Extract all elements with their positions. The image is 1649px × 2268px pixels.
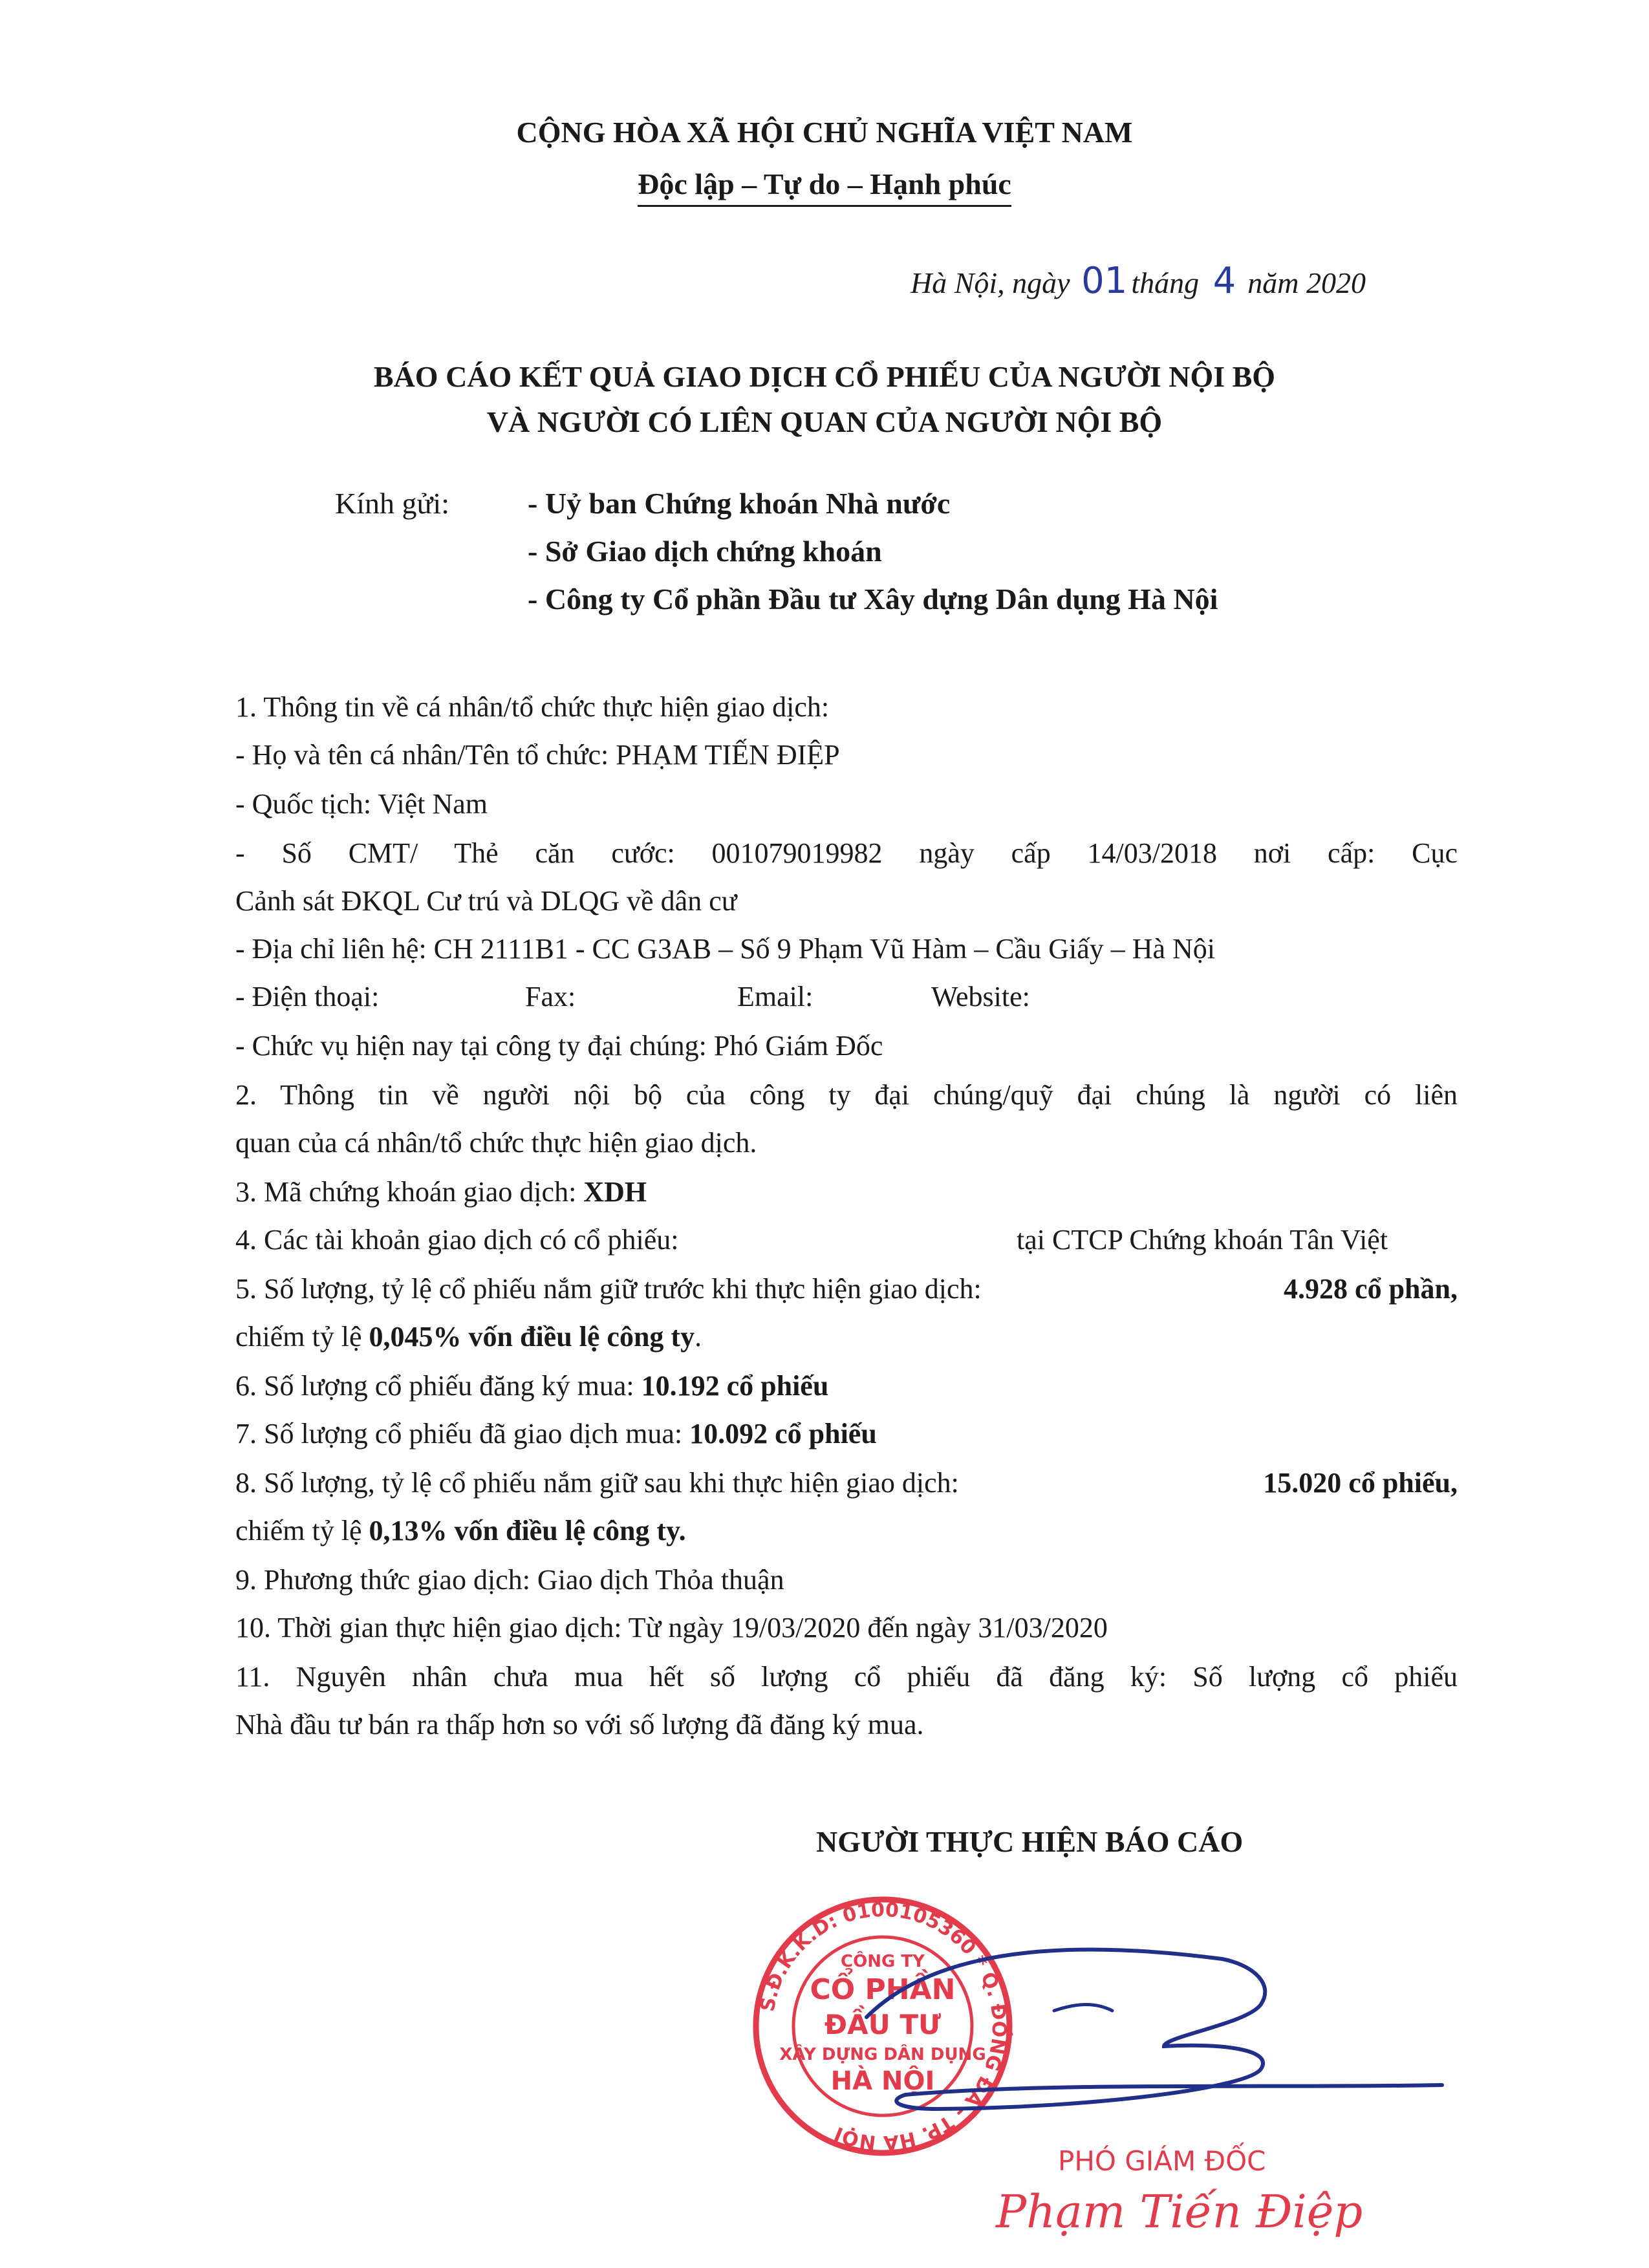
item2-line1: 2. Thông tin về người nội bộ của công ty đại chúng/quỹ đại chúng là người có liên — [235, 1079, 1458, 1111]
item8-line2-label: chiếm tỷ lệ — [235, 1515, 369, 1546]
id-line1: - Số CMT/ Thẻ căn cước: 001079019982 ngày cấp 14/03/2018 nơi cấp: Cục — [235, 837, 1458, 869]
seal-line3: ĐẦU TƯ — [824, 2009, 942, 2040]
signature-heading: NGƯỜI THỰC HIỆN BÁO CÁO — [816, 1825, 1244, 1858]
item5-line2-label: chiếm tỷ lệ — [235, 1321, 369, 1353]
item5-line2-value: 0,045% vốn điều lệ công ty — [369, 1321, 695, 1353]
date-line — [911, 260, 1366, 302]
section1-heading: 1. Thông tin về cá nhân/tổ chức thực hiện giao dịch: — [235, 691, 830, 723]
id-line2: Cảnh sát ĐKQL Cư trú và DLQG về dân cư — [235, 885, 737, 917]
item4-label: 4. Các tài khoản giao dịch có cổ phiếu: — [235, 1224, 679, 1256]
item6-value: 10.192 cổ phiếu — [641, 1370, 829, 1402]
item3-label: 3. Mã chứng khoán giao dịch: — [235, 1176, 584, 1208]
recipients-label: Kính gửi: — [335, 487, 449, 520]
item10-line: 10. Thời gian thực hiện giao dịch: Từ ngày 19/03/2020 đến ngày 31/03/2020 — [235, 1612, 1108, 1643]
seal-line5: HÀ NỘI — [830, 2066, 935, 2096]
item6-line — [235, 1368, 828, 1404]
phone-label: - Điện thoại: — [235, 981, 380, 1012]
item5-line1 — [235, 1271, 1458, 1307]
item3-line — [235, 1174, 647, 1210]
address-line: - Địa chỉ liên hệ: CH 2111B1 - CC G3AB – Số 9 Phạm Vũ Hàm – Cầu Giấy – Hà Nội — [235, 933, 1216, 965]
motto: Độc lập – Tự do – Hạnh phúc — [638, 167, 1011, 207]
signer-title: PHÓ GIÁM ĐỐC — [1058, 2145, 1266, 2177]
signature-stroke — [867, 1949, 1442, 2109]
item7-label: 7. Số lượng cổ phiếu đã giao dịch mua: — [235, 1418, 690, 1450]
email-label: Email: — [737, 981, 814, 1012]
position-line: - Chức vụ hiện nay tại công ty đại chúng: Phó Giám Đốc — [235, 1030, 883, 1062]
country-header: CỘNG HÒA XÃ HỘI CHỦ NGHĨA VIỆT NAM — [516, 116, 1133, 149]
website-label: Website: — [931, 981, 1030, 1012]
item8-label: 8. Số lượng, tỷ lệ cổ phiếu nắm giữ sau khi thực hiện giao dịch: — [235, 1467, 959, 1499]
item5-line2-end: . — [695, 1321, 702, 1353]
item5-label: 5. Số lượng, tỷ lệ cổ phiếu nắm giữ trước khi thực hiện giao dịch: — [235, 1273, 982, 1305]
item4-value: tại CTCP Chứng khoán Tân Việt — [1017, 1224, 1388, 1256]
item6-label: 6. Số lượng cổ phiếu đăng ký mua: — [235, 1370, 641, 1402]
recipient-3: - Công ty Cổ phần Đầu tư Xây dựng Dân dụng Hà Nội — [528, 583, 1218, 615]
seal-line2: CỔ PHẦN — [810, 1973, 956, 2006]
recipient-1: - Uỷ ban Chứng khoán Nhà nước — [528, 487, 951, 520]
motto-wrapper — [0, 167, 1649, 207]
person-name: PHẠM TIẾN ĐIỆP — [616, 739, 840, 771]
date-day: 01 — [1081, 260, 1128, 302]
report-title-line2: VÀ NGƯỜI CÓ LIÊN QUAN CỦA NGƯỜI NỘI BỘ — [486, 405, 1163, 438]
date-prefix: Hà Nội, ngày — [911, 266, 1070, 299]
item11-line2: Nhà đầu tư bán ra thấp hơn so với số lượng đã đăng ký mua. — [235, 1709, 924, 1740]
item7-value: 10.092 cổ phiếu — [689, 1418, 877, 1450]
date-year: năm 2020 — [1247, 266, 1366, 299]
signature-stroke-mark — [1054, 2005, 1112, 2011]
date-month-label: tháng — [1131, 266, 1200, 299]
seal-line4: XÂY DỰNG DÂN DỤNG — [779, 2045, 986, 2064]
item8-line2-value: 0,13% vốn điều lệ công ty. — [369, 1515, 686, 1546]
seal-ring-text: S.Đ.K.K.D: 0100105360 * Q. ĐỐNG ĐA - TP. HÀ NỘI — [756, 1898, 1011, 2154]
item8-line2 — [235, 1513, 686, 1549]
stock-code: XDH — [583, 1176, 647, 1208]
item9-line: 9. Phương thức giao dịch: Giao dịch Thỏa thuận — [235, 1564, 784, 1596]
name-label: - Họ và tên cá nhân/Tên tổ chức: — [235, 739, 616, 771]
handwritten-signature-strokes — [860, 1940, 1455, 2146]
fax-label: Fax: — [525, 981, 576, 1012]
item2-line2: quan của cá nhân/tổ chức thực hiện giao dịch. — [235, 1127, 757, 1159]
item5-line2 — [235, 1319, 702, 1355]
name-line — [235, 737, 840, 773]
item7-line — [235, 1416, 877, 1452]
recipient-2: - Sở Giao dịch chứng khoán — [528, 535, 882, 568]
signer-name: Phạm Tiến Điệp — [996, 2185, 1363, 2238]
item11-line1: 11. Nguyên nhân chưa mua hết số lượng cổ phiếu đã đăng ký: Số lượng cổ phiếu — [235, 1661, 1458, 1693]
item5-value: 4.928 cổ phần, — [1284, 1273, 1458, 1305]
nationality-line: - Quốc tịch: Việt Nam — [235, 788, 488, 820]
item8-line1 — [235, 1465, 1458, 1501]
report-title-line1: BÁO CÁO KẾT QUẢ GIAO DỊCH CỔ PHIẾU CỦA NGƯỜI NỘI BỘ — [373, 360, 1276, 393]
item8-value: 15.020 cổ phiếu, — [1263, 1467, 1458, 1499]
seal-line1: CÔNG TY — [841, 1952, 925, 1971]
date-month: 4 — [1212, 260, 1236, 302]
